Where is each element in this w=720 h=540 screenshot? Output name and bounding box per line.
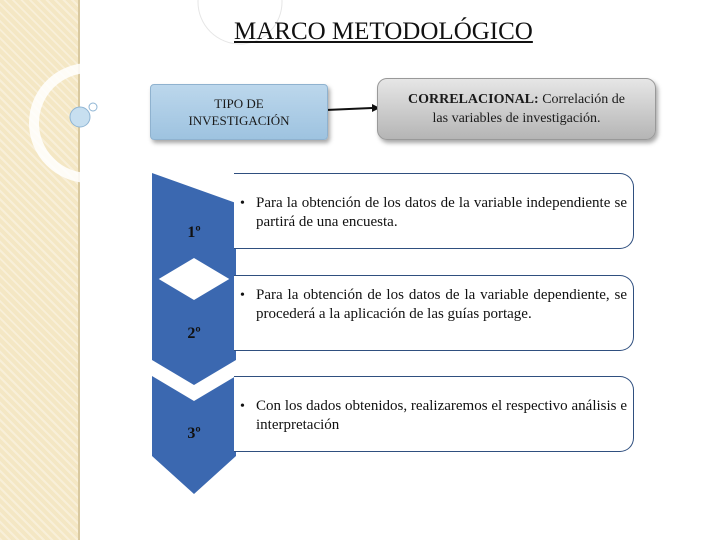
research-type-label bbox=[188, 95, 289, 129]
research-type-label-line1: TIPO DE bbox=[214, 96, 264, 111]
correlational-heading: CORRELACIONAL: bbox=[408, 92, 539, 107]
bullet-icon: • bbox=[240, 399, 245, 414]
correlational-text-line1: Correlación de bbox=[538, 92, 625, 107]
correlational-text bbox=[408, 90, 625, 128]
step-text-1-content: Para la obtención de los datos de la variable independiente se partirá de una encuesta. bbox=[256, 195, 627, 230]
correlational-box bbox=[377, 78, 656, 140]
step-text-1 bbox=[240, 194, 627, 232]
step-number-1: 1º bbox=[187, 224, 201, 241]
step-box-3 bbox=[234, 376, 634, 452]
sidebar-edge bbox=[78, 0, 80, 540]
step-text-2 bbox=[240, 286, 627, 324]
step-text-2-content: Para la obtención de los datos de la variable dependiente, se procederá a la aplicación de las guías portage. bbox=[256, 287, 627, 322]
bullet-icon: • bbox=[240, 288, 245, 303]
step-box-1 bbox=[234, 173, 634, 249]
step-text-3-content: Con los dados obtenidos, realizaremos el respectivo análisis e interpretación bbox=[256, 398, 627, 433]
step-number-3: 3º bbox=[187, 425, 201, 442]
research-type-label-line2: INVESTIGACIÓN bbox=[188, 113, 290, 128]
decorative-sidebar bbox=[0, 0, 78, 540]
correlational-text-line2: las variables de investigación. bbox=[432, 111, 601, 126]
deco-bubble-small bbox=[89, 103, 97, 111]
bullet-icon: • bbox=[240, 196, 245, 211]
step-box-2 bbox=[234, 275, 634, 351]
research-type-box bbox=[150, 84, 328, 140]
page-title: MARCO METODOLÓGICO bbox=[234, 18, 533, 45]
connector-line bbox=[326, 108, 372, 110]
step-text-3 bbox=[240, 397, 627, 435]
step-number-2: 2º bbox=[187, 325, 201, 342]
